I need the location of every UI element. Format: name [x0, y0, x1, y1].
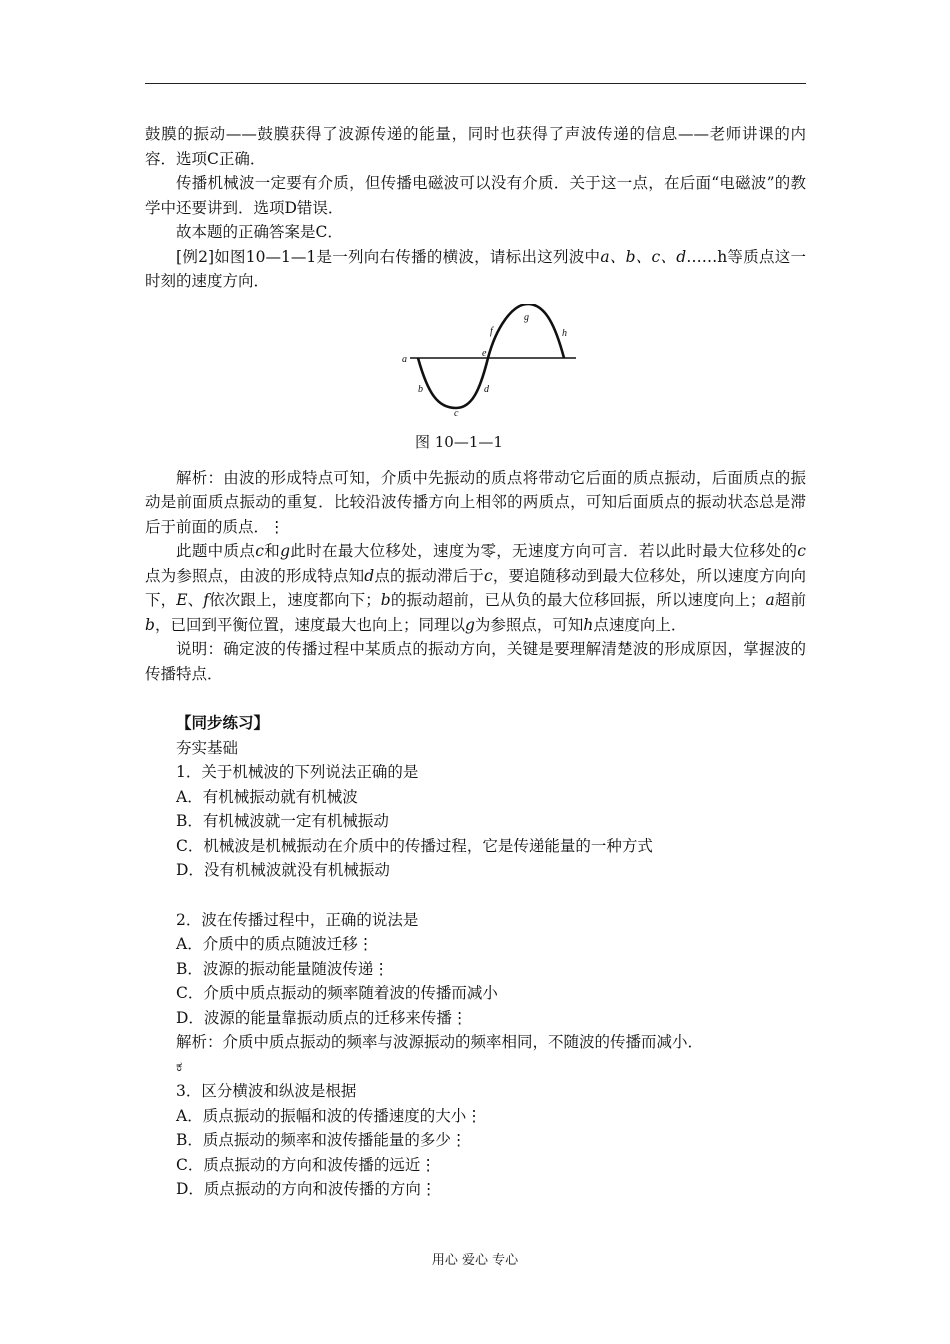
practice-subheading: 夯实基础 [176, 738, 239, 757]
figure-caption: 图 10—1—1 [415, 432, 503, 451]
analysis-text: 此时在最大位移处，速度为零，无速度方向可言．若以此时最大位移处的 [290, 542, 798, 560]
point-label-a: a [402, 353, 407, 365]
squiggle-mark-icon: ಕ [176, 1058, 183, 1075]
analysis-text: 此题中质点 [176, 542, 256, 560]
analysis-text: 、 [187, 591, 204, 609]
analysis-text: 超前 [774, 591, 806, 609]
analysis-text: 点速度向上． [593, 615, 687, 634]
var-d: d [364, 566, 375, 585]
analysis-text: 为参照点，可知 [474, 615, 584, 634]
point-label-b: b [418, 383, 423, 395]
question-2-option-a: A．介质中的质点随波迁移⋮ [176, 935, 374, 953]
var-h: h [583, 615, 594, 634]
point-label-c: c [454, 407, 459, 419]
question-3-stem: 3．区分横波和纵波是根据 [176, 1082, 357, 1100]
header-rule [145, 83, 806, 84]
analysis-text: 点的振动滞后于 [374, 566, 485, 585]
var-f: f [203, 591, 210, 609]
question-2-option-d: D．波源的能量靠振动质点的迁移来传播⋮ [176, 1008, 468, 1027]
var-b: b [145, 615, 155, 634]
var-c: c [484, 566, 493, 585]
analysis-text: 点为参照点，由波的形成特点知 [145, 566, 365, 585]
question-1-option-c: C．机械波是机械振动在介质中的传播过程，它是传递能量的一种方式 [176, 836, 653, 855]
analysis-2 [145, 539, 806, 637]
var-c: c [797, 542, 806, 560]
analysis-text: 依次跟上，速度都向下； [209, 591, 381, 609]
point-label-h: h [562, 327, 567, 339]
spacer [145, 883, 806, 908]
wave-curve [418, 304, 564, 408]
note-paragraph: 说明：确定波的传播过程中某质点的振动方向，关键是要理解清楚波的形成原因，掌握波的传播特点． [145, 640, 806, 683]
question-1-option-b: B．有机械波就一定有机械振动 [176, 812, 389, 830]
var-a: a [765, 591, 775, 609]
analysis-text: 和 [263, 542, 281, 560]
question-2-stem: 2．波在传播过程中，正确的说法是 [176, 910, 419, 929]
var-e: E [176, 591, 188, 609]
paragraph-1: 鼓膜的振动——鼓膜获得了波源传递的能量，同时也获得了声波传递的信息——老师讲课的内容．选项C正确． [145, 125, 806, 168]
analysis-text: ，要追随移动到最大位移处，所以速度方向向下， [145, 566, 806, 609]
point-label-d: d [484, 383, 489, 395]
example-2 [145, 245, 806, 294]
wave-figure [145, 298, 806, 466]
paragraph-3: 故本题的正确答案是C． [176, 223, 343, 241]
question-1-stem: 1．关于机械波的下列说法正确的是 [176, 763, 419, 781]
example-2-text: [例2]如图10—1—1是一列向右传播的横波，请标出这列波中 [176, 247, 601, 266]
question-3-option-a: A．质点振动的振幅和波的传播速度的大小⋮ [176, 1106, 482, 1125]
question-2-option-b: B．波源的振动能量随波传递⋮ [176, 959, 389, 978]
example-2-text-end: ……h等质点这一时刻的速度方向． [145, 247, 807, 290]
question-3-option-d: D．质点振动的方向和波传播的方向⋮ [176, 1180, 437, 1198]
point-label-f: f [490, 325, 493, 337]
var-g: g [464, 615, 475, 634]
question-3-option-c: C．质点振动的方向和波传播的远近⋮ [176, 1155, 436, 1174]
analysis-text: ，已回到平衡位置，速度最大也向上；同理以 [154, 615, 465, 634]
spacer [145, 686, 806, 711]
page-body [145, 122, 806, 1202]
var-c: c [255, 542, 264, 560]
analysis-1: 解析：由波的形成特点可知，介质中先振动的质点将带动它后面的质点振动，后面质点的振动是前面质点振动的重复．比较沿波传播方向上相邻的两质点，可知后面质点的振动状态总是滞后于前面的质点．⋮ [145, 468, 806, 536]
question-2-analysis: 解析：介质中质点振动的频率与波源振动的频率相同，不随波的传播而减小． [176, 1033, 704, 1051]
point-label-g: g [524, 311, 529, 323]
paragraph-2: 传播机械波一定要有介质，但传播电磁波可以没有介质．关于这一点，在后面“电磁波”的教学中还要讲到．选项D错误． [145, 174, 806, 217]
question-1-option-d: D．没有机械波就没有机械振动 [176, 861, 390, 879]
practice-heading: 【同步练习】 [176, 713, 270, 732]
wave-diagram [400, 304, 580, 424]
point-label-e: e [482, 347, 487, 359]
example-2-points: a、b、c、d [600, 247, 687, 266]
var-g: g [280, 542, 291, 560]
analysis-text: 的振动超前，已从负的最大位移回振，所以速度向上； [390, 591, 766, 609]
page-footer: 用心 爱心 专心 [431, 1253, 519, 1268]
question-1-option-a: A．有机械振动就有机械波 [176, 787, 358, 806]
var-b: b [380, 591, 391, 609]
question-2-option-c: C．介质中质点振动的频率随着波的传播而减小 [176, 984, 498, 1002]
question-3-option-b: B．质点振动的频率和波传播能量的多少⋮ [176, 1131, 467, 1149]
